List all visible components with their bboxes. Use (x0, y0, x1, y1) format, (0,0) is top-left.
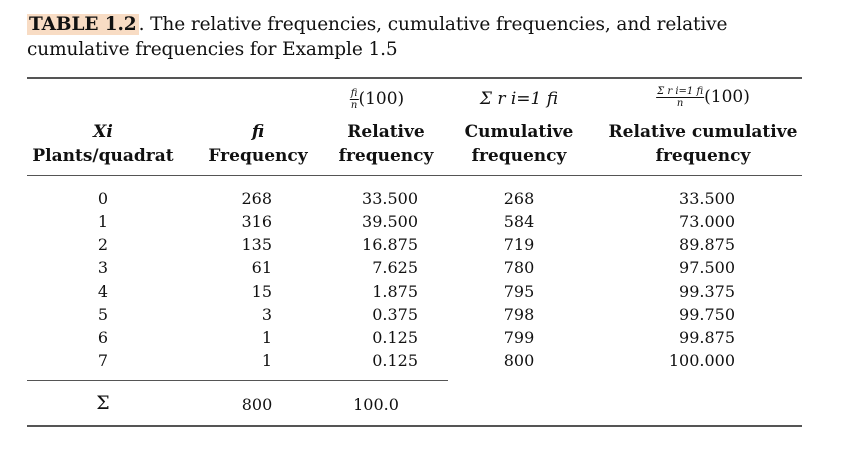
cell-x: 5 (97, 305, 109, 324)
col3-fraction (350, 88, 359, 111)
col4-line1: Cumulative (464, 122, 574, 142)
bottom-rule (27, 425, 802, 427)
header-rule (27, 175, 802, 176)
sum-symbol: Σ (96, 392, 110, 414)
col5-frac-num: Σ r i=1 fi (657, 86, 704, 97)
cell-relcum: 99.750 (679, 305, 735, 324)
col5-line2: frequency (655, 146, 751, 166)
col5-frac-den: n (676, 98, 684, 109)
cell-x: 6 (97, 328, 109, 347)
cell-x: 3 (97, 258, 109, 277)
col3-line2: frequency (338, 146, 434, 166)
total-relative: 100.0 (353, 395, 399, 414)
cell-f: 135 (241, 235, 272, 254)
cell-x: 0 (97, 189, 109, 208)
cell-cum: 800 (503, 351, 535, 370)
cell-cum: 719 (503, 235, 535, 254)
cell-cum: 799 (503, 328, 535, 347)
cell-rel: 0.125 (372, 351, 418, 370)
cell-relcum: 100.000 (668, 351, 735, 370)
cell-relcum: 73.000 (679, 212, 735, 231)
cell-f: 3 (261, 305, 272, 324)
cell-cum: 780 (503, 258, 535, 277)
cell-relcum: 99.375 (679, 282, 735, 301)
cell-rel: 0.375 (372, 305, 418, 324)
cell-f: 268 (241, 189, 272, 208)
cell-f: 1 (261, 328, 272, 347)
col1-label: Plants/quadrat (32, 146, 174, 166)
cell-f: 15 (251, 282, 272, 301)
cell-cum: 268 (503, 189, 535, 208)
col2-symbol: fi (251, 122, 265, 142)
cell-rel: 16.875 (362, 235, 418, 254)
table-caption (27, 12, 817, 62)
col5-fraction (656, 86, 704, 109)
cell-x: 1 (97, 212, 109, 231)
cell-cum: 795 (503, 282, 535, 301)
cell-relcum: 33.500 (679, 189, 735, 208)
cell-cum: 798 (503, 305, 535, 324)
cell-relcum: 89.875 (679, 235, 735, 254)
caption-label: TABLE 1.2 (29, 14, 137, 35)
col2-label: Frequency (208, 146, 308, 166)
col3-line1: Relative (347, 122, 425, 142)
col4-line2: frequency (471, 146, 567, 166)
col1-symbol: Xi (93, 122, 113, 142)
cell-f: 61 (251, 258, 272, 277)
cell-x: 4 (97, 282, 109, 301)
cell-relcum: 99.875 (679, 328, 735, 347)
total-frequency: 800 (241, 395, 273, 414)
cell-f: 1 (261, 351, 272, 370)
cell-rel: 7.625 (372, 258, 418, 277)
sum-rule (27, 380, 448, 381)
col3-frac-den: n (350, 100, 358, 111)
cell-rel: 39.500 (362, 212, 418, 231)
top-rule (27, 77, 802, 79)
col3-formula (350, 88, 404, 111)
cell-rel: 33.500 (362, 189, 418, 208)
col5-line1: Relative cumulative (608, 122, 798, 142)
cell-f: 316 (241, 212, 272, 231)
cell-x: 2 (97, 235, 109, 254)
caption-text: . The relative frequencies, cumulative frequencies, and relative cumulative frequencies for Example 1.5 (27, 14, 728, 60)
col3-frac-num: fi (350, 88, 358, 99)
col5-formula (656, 86, 750, 109)
cell-cum: 584 (503, 212, 535, 231)
cell-relcum: 97.500 (679, 258, 735, 277)
cell-x: 7 (97, 351, 109, 370)
cell-rel: 0.125 (372, 328, 418, 347)
col4-formula: Σ r i=1 fi (479, 89, 559, 109)
cell-rel: 1.875 (372, 282, 418, 301)
col5-formula-tail: (100) (704, 87, 750, 107)
col3-formula-tail: (100) (358, 89, 405, 109)
